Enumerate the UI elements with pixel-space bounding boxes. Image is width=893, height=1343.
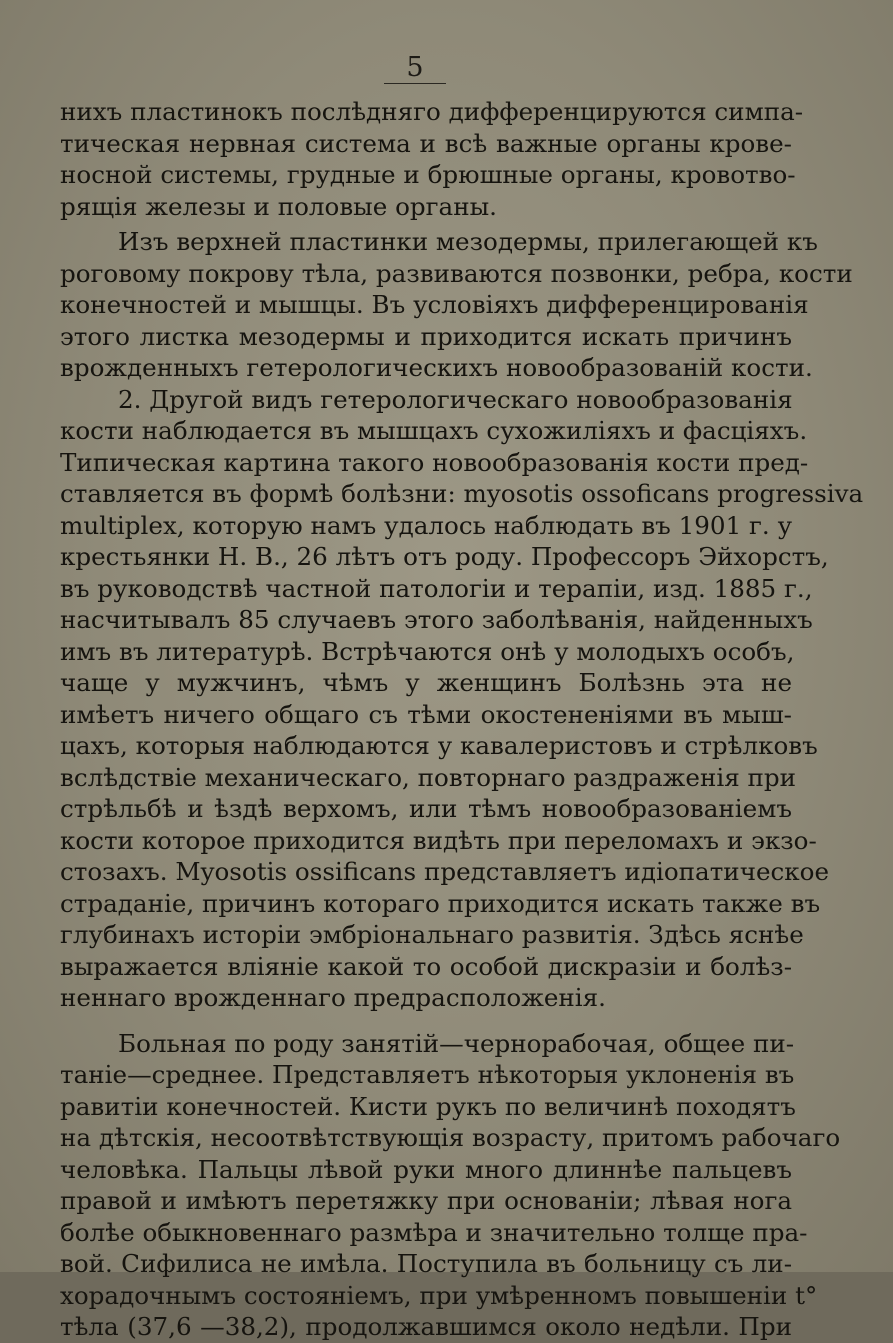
text-line: таніе—среднее. Представляетъ нѣкоторыя уклоненія въ	[60, 1060, 795, 1089]
text-line: равитіи конечностей. Кисти рукъ по величинѣ походятъ	[60, 1091, 796, 1121]
text-line: неннаго врожденнаго предрасположенія.	[60, 983, 606, 1012]
text-line: страданіе, причинъ котораго приходится искать также въ	[60, 888, 821, 918]
text-line: на дѣтскія, несоотвѣтствующія возрасту, притомъ рабочаго	[60, 1123, 841, 1152]
text-line: роговому покрову тѣла, развиваются позвонки, ребра, кости	[60, 258, 853, 288]
text-line: Больная по роду занятій—чернорабочая, общее пи-	[118, 1028, 795, 1058]
paragraph-3	[60, 384, 864, 1014]
paragraph-1	[60, 96, 804, 222]
body-text	[60, 96, 864, 1343]
text-line: крестьянки Н. В., 26 лѣтъ отъ роду. Профессоръ Эйхорстъ,	[60, 542, 829, 571]
paragraph-4	[60, 1028, 841, 1343]
paragraph-2	[60, 226, 853, 384]
text-line: стозахъ. Myosotis ossificans представляетъ идіопатическое	[60, 857, 830, 886]
text-line: имъ въ литературѣ. Встрѣчаются онѣ у молодыхъ особъ,	[60, 636, 795, 666]
text-line: глубинахъ исторіи эмбріональнаго развитія. Здѣсь яснѣе	[60, 920, 804, 949]
text-line: кости наблюдается въ мышцахъ сухожиліяхъ и фасціяхъ.	[60, 416, 808, 445]
text-line: вслѣдствіе механическаго, повторнаго раздраженія при	[60, 762, 797, 792]
page-number-text: 5	[384, 52, 445, 84]
text-line: правой и имѣютъ перетяжку при основаніи; лѣвая нога	[60, 1186, 792, 1215]
text-line: цахъ, которыя наблюдаются у кавалеристовъ и стрѣлковъ	[60, 731, 818, 760]
text-line: тическая нервная система и всѣ важные органы крове-	[60, 128, 792, 158]
text-line: болѣе обыкновеннаго размѣра и значительно толще пра-	[60, 1217, 808, 1247]
text-line: въ руководствѣ частной патологіи и терапіи, изд. 1885 г.,	[60, 573, 813, 603]
text-line: насчитывалъ 85 случаевъ этого заболѣванія, найденныхъ	[60, 605, 813, 634]
text-line: тѣла (37,6 —38,2), продолжавшимся около недѣли. При	[60, 1312, 792, 1341]
text-line: ставляется въ формѣ болѣзни: myosotis ossoficans progressiva	[60, 479, 864, 508]
text-line: носной системы, грудные и брюшные органы, кровотво-	[60, 160, 796, 189]
text-line: врожденныхъ гетерологическихъ новообразованій кости.	[60, 353, 813, 382]
text-line: кости которое приходится видѣть при переломахъ и экзо-	[60, 825, 817, 855]
text-line: нихъ пластинокъ послѣдняго дифференцируются симпа-	[60, 97, 804, 126]
text-line: конечностей и мышцы. Въ условіяхъ дифференцированія	[60, 290, 809, 319]
text-line: 2. Другой видъ гетерологическаго новообразованія	[118, 384, 793, 414]
text-line: человѣка. Пальцы лѣвой руки много длиннѣе пальцевъ	[60, 1154, 792, 1184]
text-line: Изъ верхней пластинки мезодермы, прилегающей къ	[118, 227, 818, 256]
text-line: хорадочнымъ состояніемъ, при умѣренномъ повышеніи t°	[60, 1280, 818, 1310]
text-line: multiplex, которую намъ удалось наблюдать въ 1901 г. у	[60, 510, 793, 540]
text-line: рящія железы и половые органы.	[60, 191, 497, 221]
text-line: вой. Сифилиса не имѣла. Поступила въ больницу съ ли-	[60, 1249, 792, 1278]
text-line: чаще у мужчинъ, чѣмъ у женщинъ Болѣзнь эта не	[60, 668, 792, 697]
page-number	[0, 52, 830, 83]
text-line: этого листка мезодермы и приходится искать причинъ	[60, 321, 792, 351]
text-line: стрѣльбѣ и ѣздѣ верхомъ, или тѣмъ новообразованіемъ	[60, 794, 792, 823]
text-line: выражается вліяніе какой то особой дискразіи и болѣз-	[60, 951, 792, 981]
text-line: Типическая картина такого новообразованія кости пред-	[60, 447, 809, 477]
text-line: имѣетъ ничего общаго съ тѣми окостененіями въ мыш-	[60, 699, 792, 729]
